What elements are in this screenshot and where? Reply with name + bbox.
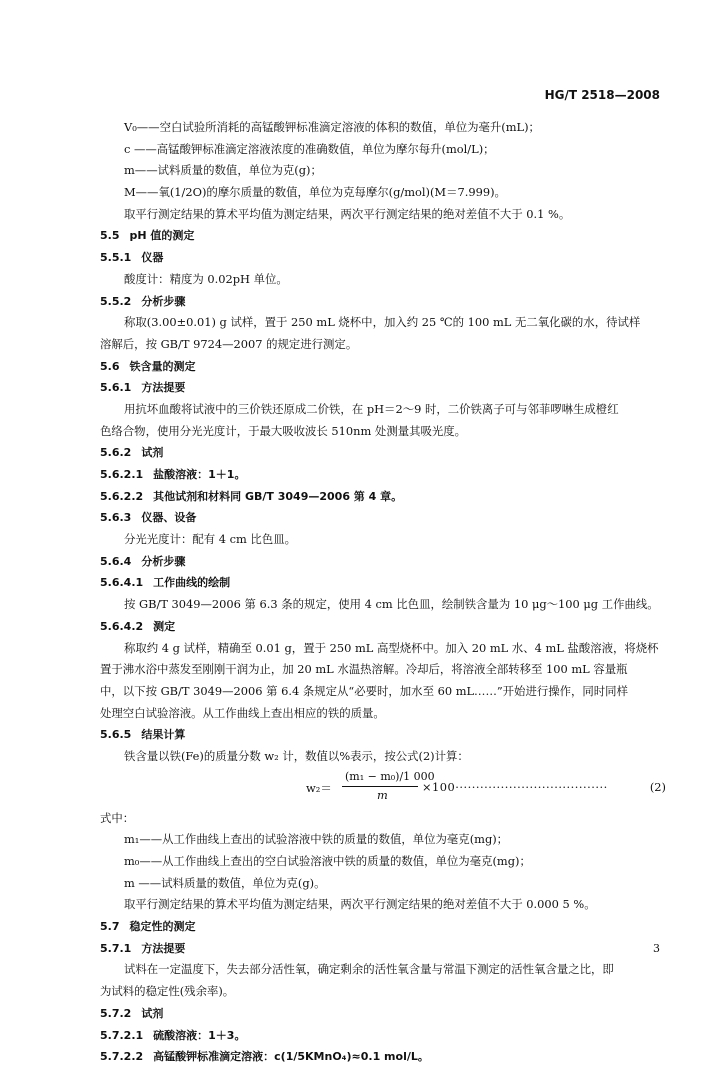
section-heading (100, 442, 670, 464)
formula-lhs: w₂＝ (306, 780, 332, 795)
section-heading (100, 1046, 670, 1068)
section-heading (100, 225, 670, 247)
text-line: 置于沸水浴中蒸发至刚刚干润为止，加 20 mL 水温热溶解。冷却后，将溶液全部转移至 100 mL 容量瓶 (100, 662, 628, 677)
section-number: 5.5.2 (100, 294, 132, 308)
section-number: 5.5 (100, 229, 120, 243)
section-number: 5.7.2.2 (100, 1050, 144, 1064)
section-heading (100, 464, 670, 486)
text-line: 溶解后，按 GB/T 9724—2007 的规定进行测定。 (100, 336, 358, 351)
formula-multiplier: ×100 (422, 779, 456, 794)
section-number: 5.6.3 (100, 511, 132, 525)
section-number: 5.7 (100, 920, 120, 934)
section-heading (100, 572, 670, 594)
section-heading (100, 1025, 670, 1047)
definition-line: m₀——从工作曲线上查出的空白试验溶液中铁的质量的数值，单位为毫克(mg)； (124, 854, 531, 868)
section-number: 5.6.2.2 (100, 489, 144, 503)
section-heading (100, 1003, 670, 1025)
section-number: 5.6.1 (100, 381, 132, 395)
section-title: 试剂 (141, 446, 164, 460)
section-heading (100, 938, 670, 960)
definition-line: V₀——空白试验所消耗的高锰酸钾标准滴定溶液的体积的数值，单位为毫升(mL)； (124, 120, 540, 134)
section-number: 5.6.2.1 (100, 468, 144, 481)
formula-rhs (422, 780, 608, 794)
text-line: 分光光度计：配有 4 cm 比色皿。 (124, 532, 296, 547)
section-number: 5.7.1 (100, 941, 132, 955)
section-heading (100, 507, 670, 529)
section-heading (100, 616, 670, 638)
text-line: 中，以下按 GB/T 3049—2006 第 6.4 条规定从“必要时，加水至 60 mL……”开始进行操作，同时同样 (100, 683, 628, 698)
text-line: 取平行测定结果的算术平均值为测定结果，两次平行测定结果的绝对差值不大于 0.1 %。 (124, 206, 571, 221)
document-number: HG/T 2518—2008 (544, 88, 660, 102)
section-number: 5.5.1 (100, 251, 132, 265)
section-title: 分析步骤 (141, 554, 186, 568)
formula-numerator: (m₁ − m₀)/1 000 (345, 769, 435, 783)
definition-line: m₁——从工作曲线上查出的试验溶液中铁的质量的数值，单位为毫克(mg)； (124, 832, 509, 847)
section-title: 结果计算 (141, 728, 186, 742)
section-number: 5.7.2.1 (100, 1028, 144, 1042)
formula-equation-number: (2) (649, 779, 666, 794)
section-number: 5.6.4 (100, 554, 132, 568)
text-line: 用抗坏血酸将试液中的三价铁还原成二价铁，在 pH＝2～9 时，二价铁离子可与邻菲啰啉生成橙红 (124, 401, 619, 416)
section-title: pH 值的测定 (129, 229, 195, 243)
text-line: 按 GB/T 3049—2006 第 6.3 条的规定，使用 4 cm 比色皿，绘制铁含量为 10 μg～100 μg 工作曲线。 (124, 597, 659, 612)
text-line: 铁含量以铁(Fe)的质量分数 w₂ 计，数值以%表示，按公式(2)计算： (124, 748, 469, 763)
section-title: 方法提要 (141, 381, 186, 395)
section-title: 铁含量的测定 (129, 359, 196, 373)
section-number: 5.7.2 (100, 1006, 132, 1020)
text-line: 式中： (100, 810, 135, 825)
text-line: 色络合物，使用分光光度计，于最大吸收波长 510nm 处测量其吸光度。 (100, 423, 467, 438)
section-number: 5.6.4.1 (100, 576, 144, 590)
definition-line: m ——试料质量的数值，单位为克(g)。 (124, 875, 326, 890)
section-title: 其他试剂和材料同 GB/T 3049—2006 第 4 章。 (153, 489, 403, 503)
section-heading (100, 356, 670, 378)
section-title: 硫酸溶液：1＋3。 (153, 1028, 246, 1042)
section-number: 5.6.2 (100, 446, 132, 460)
section-title: 盐酸溶液：1＋1。 (153, 468, 246, 481)
section-heading (100, 724, 670, 746)
formula-leader-dots: ····································· (455, 779, 608, 794)
section-heading (100, 551, 670, 573)
text-line: 酸度计：精度为 0.02pH 单位。 (124, 271, 288, 286)
section-heading (100, 916, 670, 938)
section-title: 工作曲线的绘制 (153, 576, 231, 590)
section-heading (100, 486, 670, 508)
formula-denominator: m (377, 787, 388, 802)
section-title: 分析步骤 (141, 294, 186, 308)
definition-line: c ——高锰酸钾标准滴定溶液浓度的准确数值，单位为摩尔每升(mol/L)； (124, 141, 495, 156)
section-title: 测定 (153, 619, 176, 633)
section-title: 稳定性的测定 (129, 920, 196, 934)
text-line: 处理空白试验溶液。从工作曲线上查出相应的铁的质量。 (100, 705, 385, 720)
formula-2 (100, 768, 670, 808)
section-title: 试剂 (141, 1006, 164, 1020)
section-number: 5.6.4.2 (100, 619, 144, 633)
page-number: 3 (653, 942, 660, 955)
section-title: 高锰酸钾标准滴定溶液：c(1/5KMnO₄)≈0.1 mol/L。 (153, 1050, 429, 1064)
text-line: 取平行测定结果的算术平均值为测定结果，两次平行测定结果的绝对差值不大于 0.000 5 %。 (124, 897, 596, 912)
section-title: 方法提要 (141, 941, 186, 955)
fraction-bar (342, 786, 418, 787)
section-title: 仪器 (141, 251, 164, 265)
text-line: 称取约 4 g 试样，精确至 0.01 g，置于 250 mL 高型烧杯中。加入 20 mL 水、4 mL 盐酸溶液，将烧杯 (124, 640, 659, 655)
definition-line: M——氧(1/2O)的摩尔质量的数值，单位为克每摩尔(g/mol)(M＝7.999)。 (124, 185, 506, 200)
section-number: 5.6.5 (100, 728, 132, 742)
text-line: 试料在一定温度下，失去部分活性氧，确定剩余的活性氧含量与常温下测定的活性氧含量之比，即 (124, 962, 614, 977)
section-title: 仪器、设备 (141, 511, 197, 525)
section-heading (100, 377, 670, 399)
page-content (100, 117, 670, 1068)
definition-line: m——试料质量的数值，单位为克(g)； (124, 163, 322, 178)
text-line: 称取(3.00±0.01) g 试样，置于 250 mL 烧杯中，加入约 25 ℃的 100 mL 无二氧化碳的水，待试样 (124, 315, 641, 330)
section-heading (100, 291, 670, 313)
section-heading (100, 247, 670, 269)
text-line: 为试料的稳定性(残余率)。 (100, 984, 235, 999)
section-number: 5.6 (100, 359, 120, 373)
